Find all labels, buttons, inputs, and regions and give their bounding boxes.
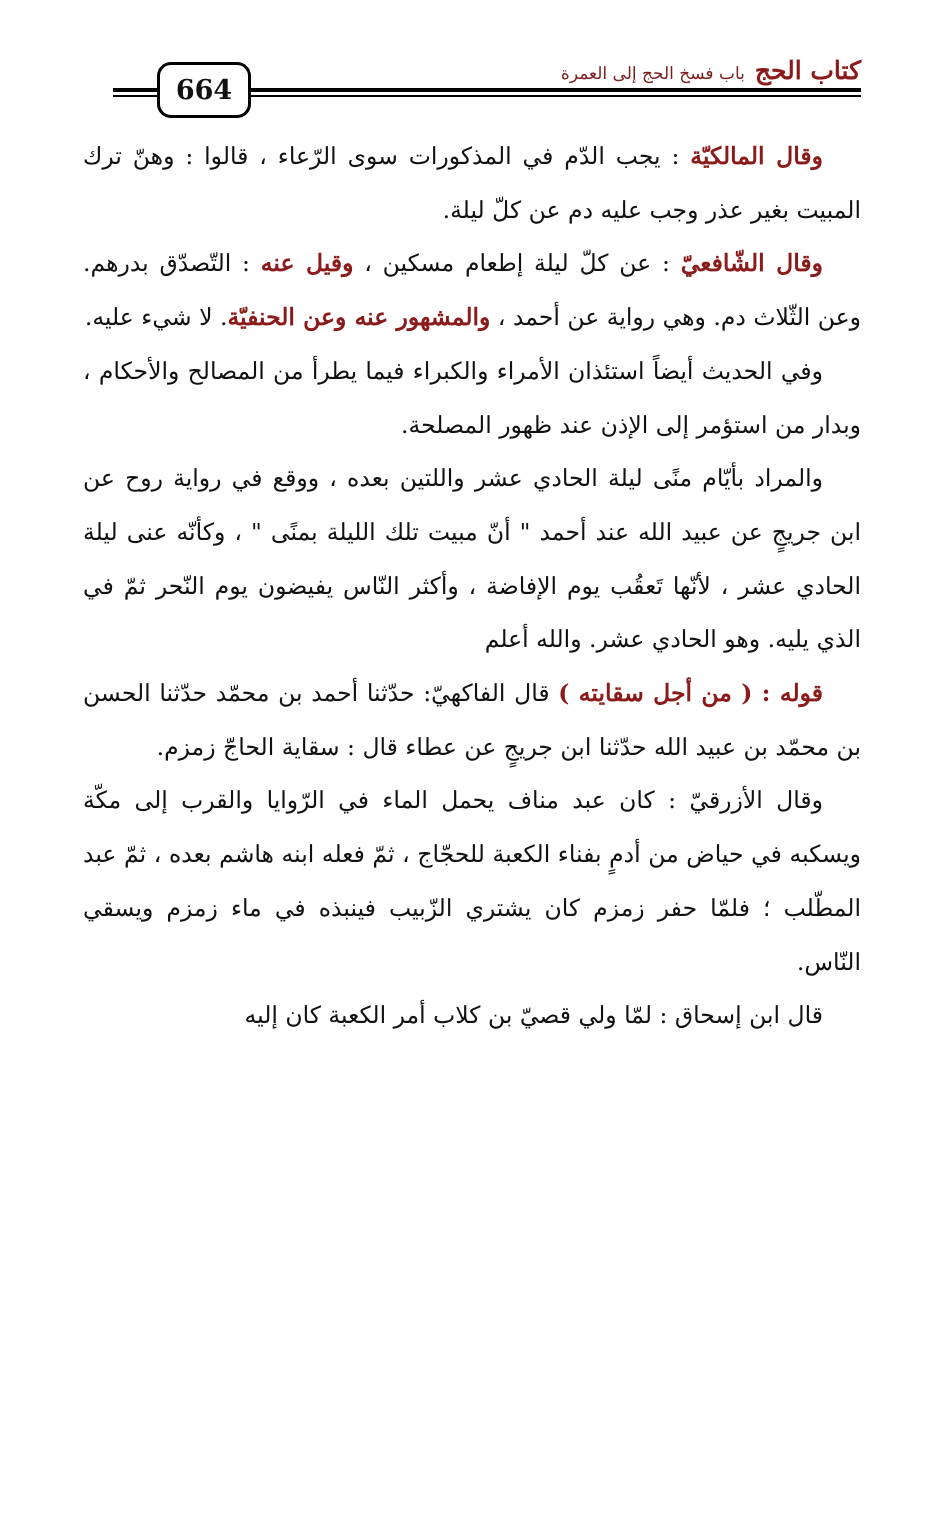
paragraph-ayyam-mina <box>83 452 861 667</box>
text-run: وفي الحديث أيضاً استئذان الأمراء والكبراء فيما يطرأ من المصالح والأحكام ، وبدار من استؤمر إلى الإذن عند ظهور المصلحة. <box>83 356 861 439</box>
text-run: قال الفاكهيّ: حدّثنا أحمد بن محمّد حدّثنا الحسن بن محمّد بن عبيد الله حدّثنا ابن جريجٍ عن عطاء قال : سقاية الحاجّ زمزم. <box>83 679 861 761</box>
text-run: . لا شيء عليه. <box>84 303 228 332</box>
paragraph-azraqi <box>83 774 861 989</box>
text-run: وقال الشّافعيّ <box>680 249 823 278</box>
paragraph-hadith <box>83 345 861 452</box>
text-run: : التّصدّق بدرهم. وعن الثّلاث دم. وهي رواية عن أحمد ، <box>83 249 861 332</box>
text-run: : يجب الدّم في المذكورات سوى الرّعاء ، قالوا : وهنّ ترك المبيت بغير عذر وجب عليه دم عن كلّ ليلة. <box>83 142 861 224</box>
text-run: : عن كلّ ليلة إطعام مسكين ، <box>353 249 681 278</box>
page-number: 664 <box>157 62 251 118</box>
body-text <box>83 130 861 1043</box>
chapter-title: باب فسخ الحج إلى العمرة <box>560 64 745 84</box>
paragraph-shafii <box>83 237 861 344</box>
header-titles <box>561 56 861 85</box>
text-run: وقيل عنه <box>260 249 354 278</box>
paragraph-ibn-ishaq <box>83 989 861 1043</box>
text-run: قوله : ( من أجل سقايته ) <box>558 679 824 708</box>
paragraph-malikiyya <box>83 130 861 237</box>
page-header <box>0 0 945 130</box>
book-title: كتاب الحج <box>754 56 861 85</box>
text-run: والمراد بأيّام منًى ليلة الحادي عشر واللتين بعده ، ووقع في رواية روح عن ابن جريجٍ عن عبيد الله عند أحمد " أنّ مبيت تلك الليلة بمنًى " ، وكأنّه عنى ليلة الحادي عشر ، لأنّها تَعقُب يوم الإفاضة ، وأكثر النّاس يفيضون يوم النّحر ثمّ في الذي يليه. وهو الحادي عشر. والله أعلم <box>83 464 861 654</box>
paragraph-siqaya <box>83 667 861 774</box>
text-run: قال ابن إسحاق : لمّا ولي قصيّ بن كلاب أمر الكعبة كان إليه <box>244 1001 823 1030</box>
text-run: والمشهور عنه وعن الحنفيّة <box>227 303 491 332</box>
text-run: وقال الأزرقيّ : كان عبد مناف يحمل الماء في الرّوايا والقرب إلى مكّة ويسكبه في حياض من أدمٍ بفناء الكعبة للحجّاج ، ثمّ فعله ابنه هاشم بعده ، ثمّ عبد المطّلب ؛ فلمّا حفر زمزم كان يشتري الزّبيب فينبذه في ماء زمزم ويسقي النّاس. <box>83 786 861 976</box>
text-run: وقال المالكيّة <box>690 142 823 170</box>
